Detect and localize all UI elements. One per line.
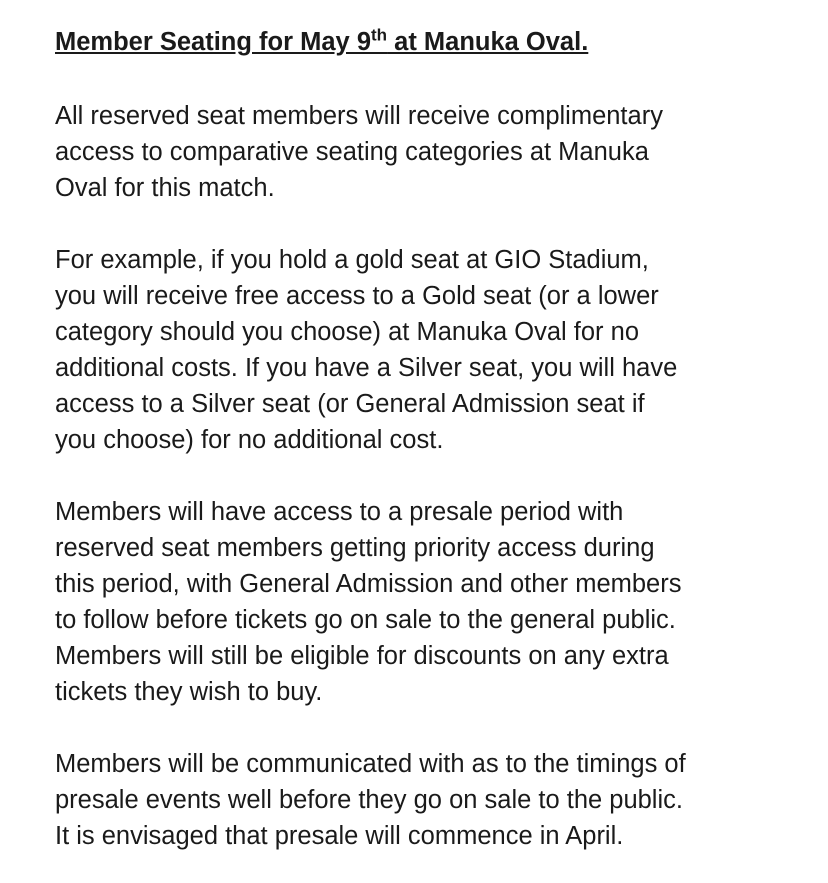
- title-suffix: at Manuka Oval.: [387, 28, 589, 56]
- document-title: [55, 22, 785, 62]
- paragraph-line: additional costs. If you have a Silver seat, you will have: [55, 354, 678, 382]
- paragraph-line: Members will be communicated with as to the timings of: [55, 750, 686, 778]
- paragraph-seat-example: [55, 242, 785, 458]
- paragraph-line: Members will have access to a presale period with: [55, 498, 624, 526]
- paragraph-line: you will receive free access to a Gold seat (or a lower: [55, 282, 659, 310]
- paragraph-line: presale events well before they go on sale to the public.: [55, 786, 683, 814]
- paragraph-line: to follow before tickets go on sale to the general public.: [55, 606, 676, 634]
- title-superscript: th: [371, 25, 388, 45]
- title-text: Member Seating for May 9: [55, 28, 371, 56]
- paragraph-line: reserved seat members getting priority access during: [55, 534, 655, 562]
- paragraph-line: Members will still be eligible for discounts on any extra: [55, 642, 669, 670]
- paragraph-presale-timing: [55, 746, 785, 854]
- paragraph-presale-access: [55, 494, 785, 710]
- paragraph-line: this period, with General Admission and other members: [55, 570, 682, 598]
- paragraph-complimentary-access: [55, 98, 785, 206]
- paragraph-line: tickets they wish to buy.: [55, 678, 323, 706]
- paragraph-line: It is envisaged that presale will commence in April.: [55, 822, 624, 850]
- paragraph-line: Oval for this match.: [55, 174, 275, 202]
- paragraph-line: All reserved seat members will receive complimentary: [55, 102, 663, 130]
- paragraph-line: access to comparative seating categories at Manuka: [55, 138, 649, 166]
- paragraph-line: category should you choose) at Manuka Oval for no: [55, 318, 639, 346]
- paragraph-line: For example, if you hold a gold seat at GIO Stadium,: [55, 246, 649, 274]
- paragraph-line: you choose) for no additional cost.: [55, 426, 444, 454]
- document-body: [55, 22, 785, 854]
- paragraph-line: access to a Silver seat (or General Admission seat if: [55, 390, 645, 418]
